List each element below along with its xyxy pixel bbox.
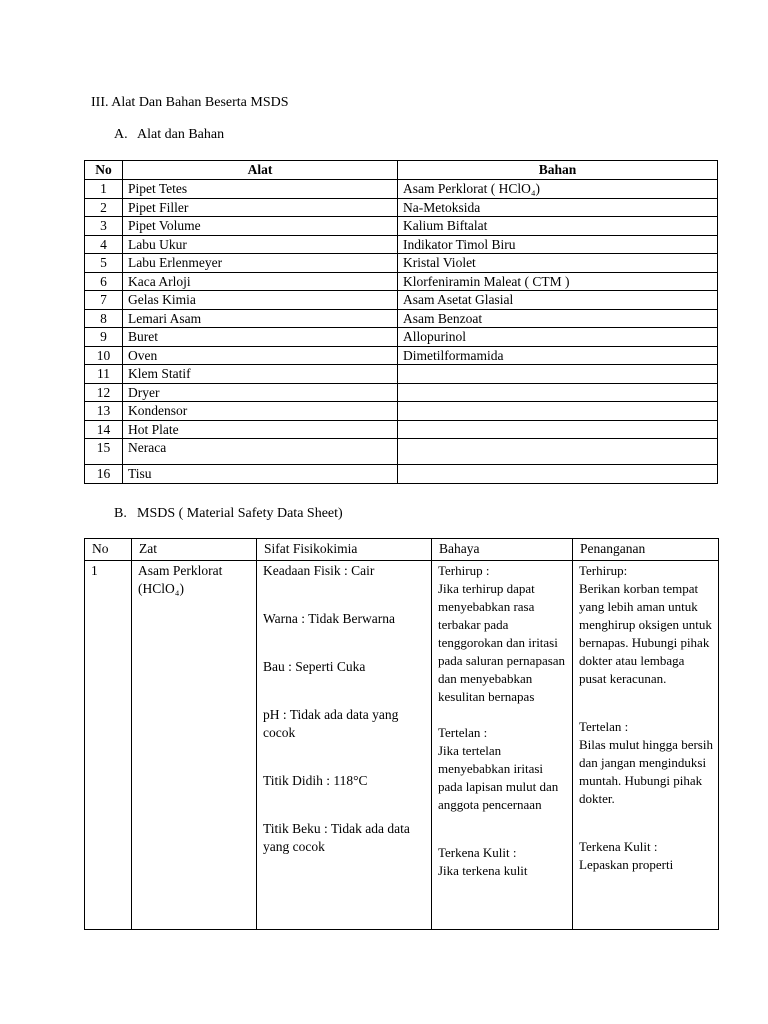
penanganan-tertelan-text: Bilas mulut hingga bersih dan jangan menginduksi muntah. Hubungi pihak dokter. bbox=[579, 737, 713, 806]
table-row bbox=[85, 561, 719, 930]
table-row bbox=[85, 439, 718, 465]
header-no: No bbox=[85, 539, 132, 561]
row-alat: Neraca bbox=[123, 439, 398, 465]
row-alat: Klem Statif bbox=[123, 365, 398, 384]
alat-bahan-table bbox=[84, 160, 718, 484]
row-no: 11 bbox=[85, 365, 123, 384]
sifat-titik-beku: Titik Beku : Tidak ada data yang cocok bbox=[263, 821, 410, 854]
row-alat: Tisu bbox=[123, 465, 398, 484]
sifat-keadaan: Keadaan Fisik : Cair bbox=[263, 563, 375, 578]
row-alat: Pipet Tetes bbox=[123, 180, 398, 199]
table-row bbox=[85, 465, 718, 484]
table-header-row bbox=[85, 161, 718, 180]
row-no: 5 bbox=[85, 254, 123, 273]
bahaya-tertelan-text: Jika tertelan menyebabkan iritasi pada lapisan mulut dan anggota pencernaan bbox=[438, 743, 559, 812]
row-no: 2 bbox=[85, 198, 123, 217]
row-alat: Kaca Arloji bbox=[123, 272, 398, 291]
row-alat: Labu Erlenmeyer bbox=[123, 254, 398, 273]
bahaya-terhirup-label: Terhirup : bbox=[438, 563, 490, 578]
row-alat: Buret bbox=[123, 328, 398, 347]
penanganan-tertelan-label: Tertelan : bbox=[579, 719, 629, 734]
header-penanganan: Penanganan bbox=[573, 539, 719, 561]
row-alat: Pipet Filler bbox=[123, 198, 398, 217]
row-bahan: Allopurinol bbox=[398, 328, 718, 347]
sifat-ph: pH : Tidak ada data yang cocok bbox=[263, 707, 399, 740]
row-no: 3 bbox=[85, 217, 123, 236]
table-row bbox=[85, 383, 718, 402]
row-bahan: Indikator Timol Biru bbox=[398, 235, 718, 254]
bahaya-kulit-text: Jika terkena kulit bbox=[438, 863, 528, 878]
row-bahan: Asam Asetat Glasial bbox=[398, 291, 718, 310]
table-row bbox=[85, 198, 718, 217]
section-title: III. Alat Dan Bahan Beserta MSDS bbox=[91, 95, 289, 110]
subsection-b-marker: B. bbox=[114, 506, 127, 521]
table-row bbox=[85, 291, 718, 310]
penanganan-terhirup-text: Berikan korban tempat yang lebih aman untuk menghirup oksigen untuk bernapas. Hubungi pihak dokter atau lembaga pusat keracunan. bbox=[579, 581, 712, 686]
row-no: 12 bbox=[85, 383, 123, 402]
table-row bbox=[85, 402, 718, 421]
row-no: 16 bbox=[85, 465, 123, 484]
table-row bbox=[85, 217, 718, 236]
row-bahan bbox=[398, 365, 718, 384]
row-no: 6 bbox=[85, 272, 123, 291]
msds-penanganan-cell bbox=[573, 561, 719, 930]
msds-bahaya-cell bbox=[432, 561, 573, 930]
table-row bbox=[85, 365, 718, 384]
table-row bbox=[85, 272, 718, 291]
msds-table bbox=[84, 538, 719, 930]
row-bahan: Kalium Biftalat bbox=[398, 217, 718, 236]
sifat-warna: Warna : Tidak Berwarna bbox=[263, 611, 396, 626]
row-alat: Oven bbox=[123, 346, 398, 365]
row-no: 4 bbox=[85, 235, 123, 254]
subsection-a-marker: A. bbox=[114, 127, 128, 142]
msds-sifat-cell bbox=[257, 561, 432, 930]
row-alat: Hot Plate bbox=[123, 420, 398, 439]
row-no: 13 bbox=[85, 402, 123, 421]
row-no: 8 bbox=[85, 309, 123, 328]
table-row bbox=[85, 309, 718, 328]
msds-no: 1 bbox=[85, 561, 132, 930]
row-bahan bbox=[398, 383, 718, 402]
header-no: No bbox=[85, 161, 123, 180]
penanganan-kulit-label: Terkena Kulit : bbox=[579, 839, 658, 854]
table-row bbox=[85, 180, 718, 199]
row-alat: Labu Ukur bbox=[123, 235, 398, 254]
header-zat: Zat bbox=[132, 539, 257, 561]
sifat-bau: Bau : Seperti Cuka bbox=[263, 659, 366, 674]
row-bahan: Asam Perklorat ( HClO₄) bbox=[398, 180, 718, 199]
row-bahan bbox=[398, 439, 718, 465]
msds-zat: Asam Perklorat (HClO₄) bbox=[132, 561, 257, 930]
row-alat: Lemari Asam bbox=[123, 309, 398, 328]
row-bahan bbox=[398, 420, 718, 439]
table-row bbox=[85, 235, 718, 254]
bahaya-tertelan-label: Tertelan : bbox=[438, 725, 488, 740]
row-alat: Pipet Volume bbox=[123, 217, 398, 236]
subsection-a-title: Alat dan Bahan bbox=[137, 127, 225, 142]
row-alat: Dryer bbox=[123, 383, 398, 402]
table-row bbox=[85, 420, 718, 439]
table-row bbox=[85, 254, 718, 273]
header-alat: Alat bbox=[123, 161, 398, 180]
header-bahan: Bahan bbox=[398, 161, 718, 180]
row-no: 9 bbox=[85, 328, 123, 347]
bahaya-kulit-label: Terkena Kulit : bbox=[438, 845, 517, 860]
subsection-b-title: MSDS ( Material Safety Data Sheet) bbox=[137, 506, 343, 521]
row-no: 1 bbox=[85, 180, 123, 199]
header-bahaya: Bahaya bbox=[432, 539, 573, 561]
penanganan-kulit-text: Lepaskan properti bbox=[579, 857, 674, 872]
row-bahan bbox=[398, 465, 718, 484]
row-bahan: Asam Benzoat bbox=[398, 309, 718, 328]
row-alat: Kondensor bbox=[123, 402, 398, 421]
row-bahan: Na-Metoksida bbox=[398, 198, 718, 217]
row-no: 7 bbox=[85, 291, 123, 310]
row-bahan: Kristal Violet bbox=[398, 254, 718, 273]
row-no: 14 bbox=[85, 420, 123, 439]
table-row bbox=[85, 346, 718, 365]
row-bahan: Dimetilformamida bbox=[398, 346, 718, 365]
table-row bbox=[85, 328, 718, 347]
penanganan-terhirup-label: Terhirup: bbox=[579, 563, 628, 578]
header-sifat: Sifat Fisikokimia bbox=[257, 539, 432, 561]
row-bahan bbox=[398, 402, 718, 421]
row-no: 10 bbox=[85, 346, 123, 365]
table-header-row bbox=[85, 539, 719, 561]
row-alat: Gelas Kimia bbox=[123, 291, 398, 310]
bahaya-terhirup-text: Jika terhirup dapat menyebabkan rasa terbakar pada tenggorokan dan iritasi pada saluran pernapasan dan menyebabkan kesulitan bernapas bbox=[438, 581, 566, 704]
sifat-titik-didih: Titik Didih : 118°C bbox=[263, 773, 368, 788]
row-no: 15 bbox=[85, 439, 123, 465]
row-bahan: Klorfeniramin Maleat ( CTM ) bbox=[398, 272, 718, 291]
